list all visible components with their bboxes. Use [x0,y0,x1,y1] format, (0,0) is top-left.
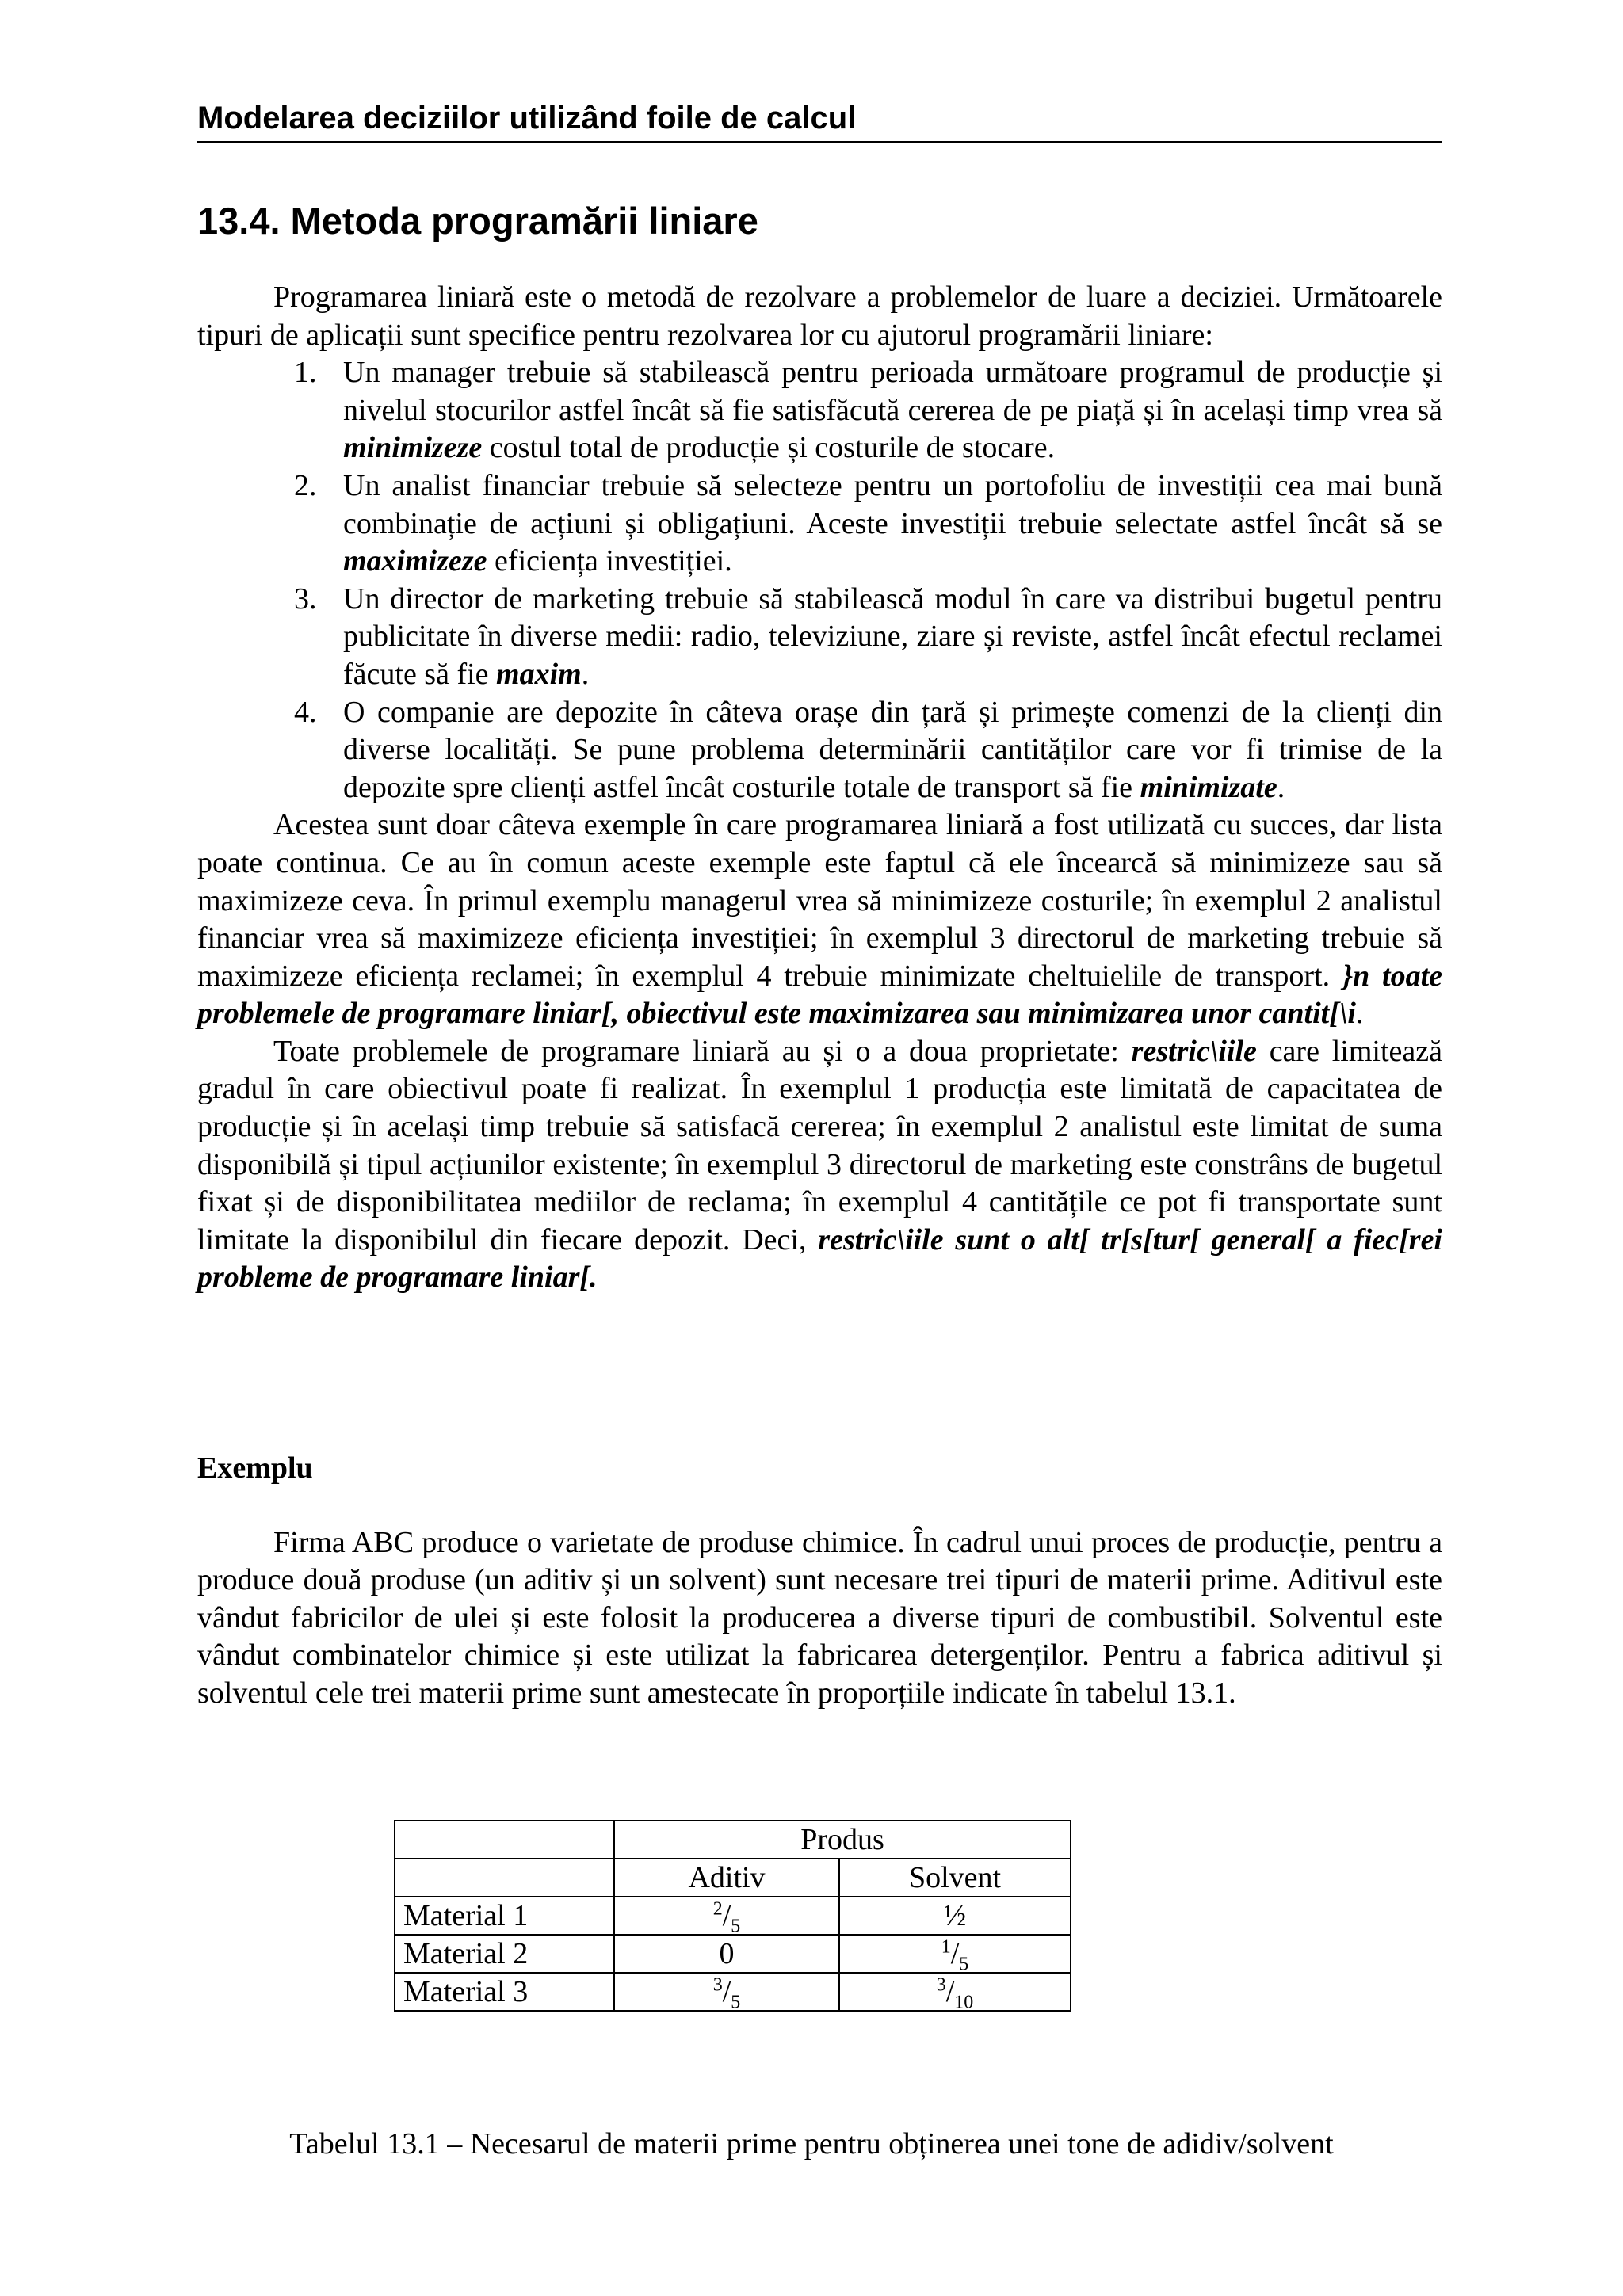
list-item-text: costul total de producție și costurile de stocare. [482,431,1056,465]
constraints-text: care limitează gradul în care obiectivul poate fi realizat. În exemplul 1 producția este limitată de capacitatea de producție și în același timp trebuie să satisfacă cererea; în exemplul 2 analistul este limitat de suma disponibilă și tipul acțiunilor existente; în exemplul 3 directorul de marketing este constrâns de bugetul fixat și de disponibilitatea mediilor de reclama; în exemplul 4 cantitățile ce pot fi transportate sunt limitate la disponibilul din fiecare depozit. Deci, [197,1034,1442,1257]
list-item-text: Un analist financiar trebuie să selecteze pentru un portofoliu de investiții cea mai bună combinație de acțiuni și obligațiuni. Aceste investiții trebuie selectate astfel încât să se [343,468,1442,540]
table-cell: ½ [839,1897,1071,1935]
list-item [197,581,1442,694]
intro-paragraph: Programarea liniară este o metodă de rezolvare a problemelor de luare a deciziei. Următoarele tipuri de aplicații sunt specifice pentru rezolvarea lor cu ajutorul programării liniare: [197,280,1442,352]
list-item-text: Un manager trebuie să stabilească pentru perioada următoare programul de producție și nivelul stocurilor astfel încât să fie satisfăcută cererea de pe piață și în același timp vrea să [343,356,1442,427]
constraints-paragraph [197,1033,1442,1297]
emphasis-text: restric\iile sunt o alt[ tr[s[tur[ general[ a fiec[rei probleme de programare liniar[. [197,1222,1442,1295]
table-cell: $^1/_5$ [839,1935,1071,1973]
fraction-numerator: 1 [941,1936,951,1958]
table-cell: 0 [614,1935,839,1973]
emphasis-text: restric\iile [1131,1034,1257,1068]
table-header-row [395,1859,1071,1897]
list-item-text: Un director de marketing trebuie să stabilească modul în care va distribui bugetul pentru publicitate în diverse medii: radio, televiziune, ziare și reviste, astfel încât efectul reclamei făcute să fie [343,582,1442,691]
list-item-text: O companie are depozite în câteva orașe din țară și primește comenzi de la clienți din diverse localități. Se pune problema determinării cantităților care vor fi trimise de la depozite spre clienți astfel încât costurile totale de transport să fie [343,695,1442,804]
list-item [197,467,1442,581]
section-title: 13.4. Metoda programării liniare [197,200,758,242]
fraction-denominator: 10 [954,1992,974,2013]
table-row [395,1897,1071,1935]
list-item-text: . [1277,770,1285,804]
table-group-header: Produs [614,1821,1071,1859]
list-item-text: eficiența investiției. [487,544,732,578]
fraction-numerator: 2 [712,1898,723,1920]
table-row [395,1935,1071,1973]
fraction-numerator: 3 [712,1974,723,1996]
list-item [197,694,1442,807]
applications-list [197,354,1442,807]
table-header-row [395,1821,1071,1859]
table-cell: $^2/_5$ [614,1897,839,1935]
list-item [197,354,1442,467]
list-item-number: 1. [294,356,317,390]
summary-paragraph [197,807,1442,1033]
fraction-numerator: 3 [936,1974,946,1996]
summary-text-end: . [1355,997,1364,1031]
fraction-denominator: 5 [731,1916,741,1937]
list-item-number: 3. [294,582,317,616]
table-row-label: Material 1 [395,1897,614,1935]
table-caption: Tabelul 13.1 – Necesarul de materii prime pentru obținerea unei tone de adidiv/solvent [289,2127,1334,2161]
summary-text: Acestea sunt doar câteva exemple în care programarea liniară a fost utilizată cu succes, dar lista poate continua. Ce au în comun aceste exemple este faptul că ele încearcă să minimizeze sau să maximizeze ceva. În primul exemplu managerul vrea să minimizeze costurile; în exemplul 2 analistul financiar vrea să maximizeze eficiența investiției; în exemplul 3 directorul de marketing trebuie să maximizeze eficiența reclamei; în exemplul 4 trebuie minimizate cheltuielile de transport. [197,808,1442,993]
example-paragraph: Firma ABC produce o varietate de produse chimice. În cadrul unui proces de producție, pentru a produce două produse (un aditiv și un solvent) sunt necesare trei tipuri de materii prime. Aditivul este vândut fabricilor de ulei și este folosit la producerea a diverse tipuri de combustibil. Solventul este vândut combinatelor chimice și este utilizat la fabricarea detergenților. Pentru a fabrica aditivul și solventul cele trei materii prime sunt amestecate în proporțiile indicate în tabelul 13.1. [197,1525,1442,1710]
list-item-number: 2. [294,468,317,502]
emphasis-text: }n toate problemele de programare liniar[, obiectivul este maximizarea sau minimizarea unor cantit[\i [197,959,1442,1031]
table-cell: $^3/_5$ [614,1973,839,2011]
table-row-label: Material 2 [395,1935,614,1973]
table-row-label: Material 3 [395,1973,614,2011]
table-corner-cell [395,1821,614,1859]
table-empty-cell [395,1859,614,1897]
body-text [197,279,1442,1297]
fraction-denominator: 5 [959,1954,969,1975]
emphasis-text: maxim [496,657,582,691]
table-row [395,1973,1071,2011]
emphasis-text: minimizeze [343,431,483,465]
list-item-text: . [581,657,590,691]
emphasis-text: minimizate [1140,770,1277,804]
fraction-denominator: 5 [731,1992,741,2013]
example-section [197,1450,1442,1713]
materials-table [394,1820,1071,2012]
list-item-number: 4. [294,695,317,729]
table-column-header: Aditiv [614,1859,839,1897]
table-cell: $^3/_{10}$ [839,1973,1071,2011]
running-header: Modelarea deciziilor utilizând foile de calcul [197,98,1442,143]
constraints-text: Toate problemele de programare liniară au și o a doua proprietate: [273,1034,1132,1068]
table-column-header: Solvent [839,1859,1071,1897]
example-title: Exemplu [197,1451,313,1485]
emphasis-text: maximizeze [343,544,487,578]
